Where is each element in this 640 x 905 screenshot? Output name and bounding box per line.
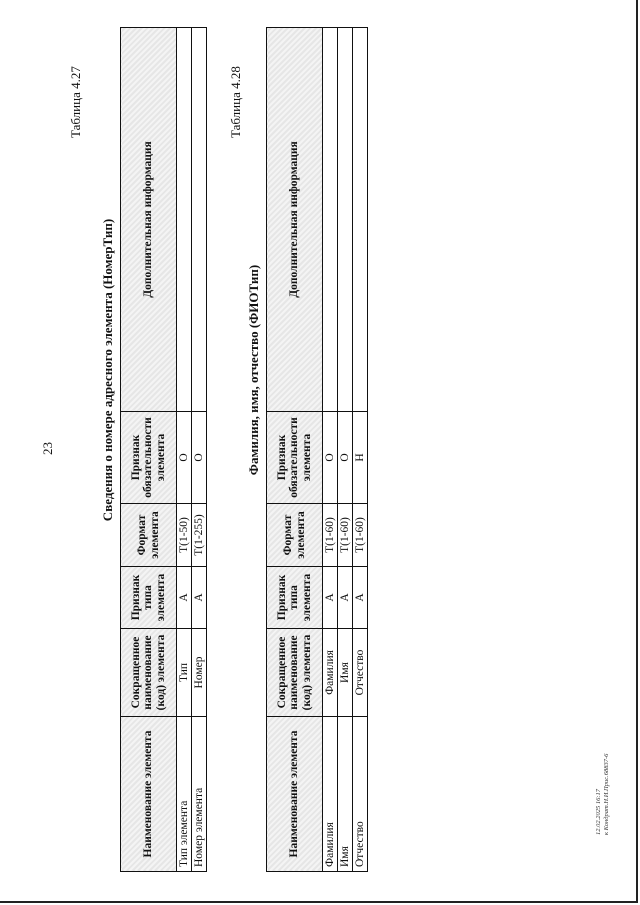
table-cell bbox=[338, 28, 353, 412]
table-cell: T(1-60) bbox=[353, 504, 368, 567]
table2-header: Сокращенное наименование (код) элемента bbox=[267, 629, 323, 717]
table-cell: T(1-60) bbox=[338, 504, 353, 567]
table2-label: Таблица 4.28 bbox=[228, 66, 243, 138]
table-cell: Отчество bbox=[353, 717, 368, 872]
table-cell: А bbox=[353, 567, 368, 629]
table2 bbox=[266, 27, 368, 872]
page-number: 23 bbox=[40, 442, 55, 455]
table-row bbox=[192, 28, 207, 872]
table2-title: Фамилия, имя, отчество (ФИОТип) bbox=[246, 264, 261, 476]
table-cell: Фамилия bbox=[323, 629, 338, 717]
table1-header: Признак обязательности элемента bbox=[121, 412, 177, 504]
rotated-page bbox=[20, 30, 620, 890]
table-cell: Фамилия bbox=[323, 717, 338, 872]
table1 bbox=[120, 27, 207, 872]
table-cell: А bbox=[177, 567, 192, 629]
table-cell bbox=[353, 28, 368, 412]
table2-header: Признак обязательности элемента bbox=[267, 412, 323, 504]
table2-header-row bbox=[267, 28, 323, 872]
table-cell: T(1-60) bbox=[323, 504, 338, 567]
table-cell: Номер bbox=[192, 629, 207, 717]
table1-header: Наименование элемента bbox=[121, 717, 177, 872]
table-row bbox=[338, 28, 353, 872]
table-cell: Тип элемента bbox=[177, 717, 192, 872]
table-cell: А bbox=[192, 567, 207, 629]
table-cell: А bbox=[323, 567, 338, 629]
table-cell: О bbox=[177, 412, 192, 504]
print-stamp bbox=[595, 754, 611, 835]
stamp-line: 12.02.2025 16:17 bbox=[595, 788, 602, 835]
table-cell: Имя bbox=[338, 629, 353, 717]
table-cell bbox=[177, 28, 192, 412]
stamp-line: к Кондрат.Н.И.Прис.68837-6 bbox=[603, 753, 610, 835]
table1-header: Дополнительная информация bbox=[121, 28, 177, 412]
table-row bbox=[353, 28, 368, 872]
table-cell: Тип bbox=[177, 629, 192, 717]
table-cell: Имя bbox=[338, 717, 353, 872]
table-cell: Н bbox=[353, 412, 368, 504]
table-cell: T(1-50) bbox=[177, 504, 192, 567]
table-row bbox=[177, 28, 192, 872]
table1-header-row bbox=[121, 28, 177, 872]
table-cell bbox=[192, 28, 207, 412]
table1-header: Сокращенное наименование (код) элемента bbox=[121, 629, 177, 717]
table-row bbox=[323, 28, 338, 872]
table-cell: О bbox=[192, 412, 207, 504]
table2-header: Дополнительная информация bbox=[267, 28, 323, 412]
table1-label: Таблица 4.27 bbox=[68, 66, 83, 138]
table-cell: О bbox=[323, 412, 338, 504]
table-cell: Номер элемента bbox=[192, 717, 207, 872]
table2-header: Признак типа элемента bbox=[267, 567, 323, 629]
table1-header: Признак типа элемента bbox=[121, 567, 177, 629]
table2-header: Наименование элемента bbox=[267, 717, 323, 872]
table-cell: О bbox=[338, 412, 353, 504]
table1-title: Сведения о номере адресного элемента (НомерТип) bbox=[100, 218, 115, 522]
table-cell bbox=[323, 28, 338, 412]
table1-header: Формат элемента bbox=[121, 504, 177, 567]
table-cell: А bbox=[338, 567, 353, 629]
table-cell: T(1-255) bbox=[192, 504, 207, 567]
table2-header: Формат элемента bbox=[267, 504, 323, 567]
table-cell: Отчество bbox=[353, 629, 368, 717]
